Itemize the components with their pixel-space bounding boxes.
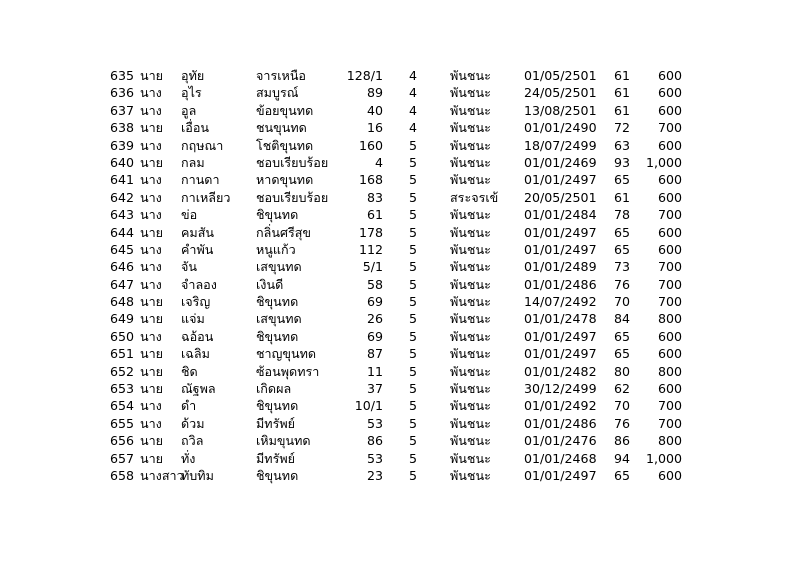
row-age: 65 [613, 241, 630, 257]
row-amount: 700 [657, 276, 682, 292]
row-tambon: พันชนะ [450, 276, 491, 292]
row-house-number: 112 [358, 241, 383, 257]
row-number: 638 [110, 120, 135, 136]
row-birth-date: 20/05/2501 [524, 189, 597, 205]
row-title: นาย [140, 381, 164, 397]
row-first-name: กานดา [181, 172, 220, 188]
row-moo: 4 [408, 120, 417, 136]
table-row [110, 467, 690, 484]
row-number: 653 [110, 381, 135, 397]
row-amount: 700 [657, 207, 682, 223]
row-house-number: 168 [358, 172, 383, 188]
row-house-number: 87 [366, 346, 383, 362]
table-row [110, 310, 690, 327]
row-age: 70 [613, 398, 630, 414]
table-row [110, 276, 690, 293]
row-house-number: 26 [366, 311, 383, 327]
row-house-number: 10/1 [354, 398, 383, 414]
row-first-name: อูล [181, 102, 197, 118]
row-first-name: ทั่ง [181, 450, 196, 466]
table-row [110, 137, 690, 154]
row-amount: 800 [657, 311, 682, 327]
row-birth-date: 30/12/2499 [524, 381, 597, 397]
row-tambon: พันชนะ [450, 102, 491, 118]
row-house-number: 86 [366, 433, 383, 449]
row-last-name: หาดขุนทด [256, 172, 314, 188]
row-number: 655 [110, 415, 135, 431]
row-house-number: 11 [366, 363, 383, 379]
row-moo: 5 [408, 381, 417, 397]
row-birth-date: 01/01/2497 [524, 241, 597, 257]
row-house-number: 37 [366, 381, 383, 397]
row-house-number: 53 [366, 415, 383, 431]
row-amount: 1,000 [645, 450, 682, 466]
table-row [110, 189, 690, 206]
row-moo: 4 [408, 68, 417, 83]
row-tambon: พันชนะ [450, 224, 491, 240]
row-number: 640 [110, 154, 135, 170]
row-number: 650 [110, 328, 135, 344]
row-moo: 5 [408, 450, 417, 466]
row-birth-date: 01/01/2489 [524, 259, 597, 275]
row-amount: 700 [657, 120, 682, 136]
registry-table [110, 67, 690, 484]
table-row [110, 450, 690, 467]
row-moo: 5 [408, 398, 417, 414]
row-number: 648 [110, 294, 135, 310]
row-number: 647 [110, 276, 135, 292]
row-first-name: เฉลิม [181, 346, 210, 362]
row-title: นางสาว [140, 467, 184, 483]
row-tambon: พันชนะ [450, 259, 491, 275]
table-row [110, 224, 690, 241]
row-first-name: ณัฐพล [181, 381, 216, 397]
row-last-name: ชิขุนทด [256, 328, 299, 344]
row-number: 641 [110, 172, 135, 188]
row-last-name: เงินดี [256, 276, 284, 292]
row-birth-date: 01/05/2501 [524, 68, 597, 83]
row-moo: 5 [408, 328, 417, 344]
row-last-name: ชิขุนทด [256, 294, 299, 310]
row-moo: 5 [408, 259, 417, 275]
row-birth-date: 01/01/2484 [524, 207, 597, 223]
row-moo: 5 [408, 294, 417, 310]
row-amount: 600 [657, 85, 682, 101]
row-tambon: พันชนะ [450, 241, 491, 257]
row-first-name: จำลอง [181, 276, 217, 292]
row-house-number: 40 [366, 102, 383, 118]
row-moo: 5 [408, 224, 417, 240]
row-age: 72 [613, 120, 630, 136]
row-tambon: พันชนะ [450, 363, 491, 379]
row-age: 70 [613, 294, 630, 310]
row-title: นาง [140, 85, 162, 101]
row-birth-date: 01/01/2497 [524, 172, 597, 188]
row-tambon: พันชนะ [450, 120, 491, 136]
row-house-number: 69 [366, 328, 383, 344]
row-amount: 600 [657, 102, 682, 118]
row-tambon: พันชนะ [450, 172, 491, 188]
table-row [110, 363, 690, 380]
row-first-name: ข่อ [181, 207, 198, 223]
row-amount: 600 [657, 68, 682, 83]
row-title: นาย [140, 311, 164, 327]
table-row [110, 84, 690, 101]
row-age: 78 [613, 207, 630, 223]
row-age: 93 [613, 154, 630, 170]
row-title: นาง [140, 189, 162, 205]
row-tambon: พันชนะ [450, 328, 491, 344]
table-row [110, 432, 690, 449]
row-number: 657 [110, 450, 135, 466]
row-last-name: สมบูรณ์ [256, 85, 299, 101]
row-birth-date: 01/01/2490 [524, 120, 597, 136]
row-first-name: ถวิล [181, 433, 204, 449]
row-amount: 700 [657, 398, 682, 414]
row-birth-date: 01/01/2469 [524, 154, 597, 170]
row-tambon: พันชนะ [450, 450, 491, 466]
row-tambon: พันชนะ [450, 137, 491, 153]
row-number: 656 [110, 433, 135, 449]
row-tambon: พันชนะ [450, 467, 491, 483]
row-title: นาย [140, 450, 164, 466]
row-last-name: จารเหนือ [256, 68, 306, 83]
row-age: 86 [613, 433, 630, 449]
row-house-number: 5/1 [362, 259, 383, 275]
row-amount: 600 [657, 328, 682, 344]
row-birth-date: 01/01/2497 [524, 224, 597, 240]
row-age: 61 [613, 189, 630, 205]
row-title: นาง [140, 398, 162, 414]
row-amount: 1,000 [645, 154, 682, 170]
row-title: นาง [140, 328, 162, 344]
row-age: 63 [613, 137, 630, 153]
row-first-name: เจริญ [181, 294, 211, 310]
row-birth-date: 01/01/2497 [524, 467, 597, 483]
row-amount: 800 [657, 433, 682, 449]
row-number: 649 [110, 311, 135, 327]
row-moo: 5 [408, 467, 417, 483]
row-tambon: พันชนะ [450, 381, 491, 397]
row-house-number: 53 [366, 450, 383, 466]
row-age: 84 [613, 311, 630, 327]
row-number: 652 [110, 363, 135, 379]
row-age: 76 [613, 415, 630, 431]
table-row [110, 154, 690, 171]
row-house-number: 61 [366, 207, 383, 223]
row-house-number: 4 [374, 154, 383, 170]
row-amount: 700 [657, 415, 682, 431]
row-last-name: ชอบเรียบร้อย [256, 154, 329, 170]
row-amount: 700 [657, 294, 682, 310]
table-row [110, 415, 690, 432]
row-birth-date: 01/01/2482 [524, 363, 597, 379]
table-row [110, 293, 690, 310]
row-last-name: เสขุนทด [256, 311, 302, 327]
row-house-number: 178 [358, 224, 383, 240]
row-birth-date: 13/08/2501 [524, 102, 597, 118]
row-moo: 5 [408, 137, 417, 153]
row-house-number: 128/1 [346, 68, 383, 83]
row-first-name: ฉอ้อน [181, 328, 214, 344]
row-title: นาง [140, 415, 162, 431]
row-amount: 600 [657, 137, 682, 153]
row-age: 80 [613, 363, 630, 379]
row-number: 639 [110, 137, 135, 153]
row-house-number: 89 [366, 85, 383, 101]
row-amount: 600 [657, 241, 682, 257]
row-birth-date: 01/01/2486 [524, 415, 597, 431]
row-amount: 600 [657, 381, 682, 397]
row-tambon: พันชนะ [450, 294, 491, 310]
row-amount: 600 [657, 346, 682, 362]
row-age: 65 [613, 172, 630, 188]
row-moo: 4 [408, 102, 417, 118]
row-title: นาง [140, 137, 162, 153]
table-row [110, 67, 690, 84]
row-amount: 600 [657, 189, 682, 205]
row-number: 651 [110, 346, 135, 362]
row-last-name: มีทรัพย์ [256, 450, 296, 466]
row-title: นาง [140, 276, 162, 292]
row-number: 642 [110, 189, 135, 205]
table-row [110, 380, 690, 397]
row-title: นาย [140, 363, 164, 379]
row-birth-date: 24/05/2501 [524, 85, 597, 101]
table-row [110, 258, 690, 275]
row-amount: 600 [657, 172, 682, 188]
row-age: 65 [613, 328, 630, 344]
row-title: นาง [140, 102, 162, 118]
row-number: 645 [110, 241, 135, 257]
row-house-number: 83 [366, 189, 383, 205]
row-title: นาย [140, 294, 164, 310]
row-moo: 5 [408, 415, 417, 431]
table-row [110, 345, 690, 362]
row-moo: 5 [408, 172, 417, 188]
row-tambon: พันชนะ [450, 415, 491, 431]
row-title: นาย [140, 346, 164, 362]
row-title: นาย [140, 68, 164, 83]
row-birth-date: 18/07/2499 [524, 137, 597, 153]
row-moo: 5 [408, 241, 417, 257]
row-first-name: อุไร [181, 85, 202, 101]
row-house-number: 16 [366, 120, 383, 136]
row-moo: 4 [408, 85, 417, 101]
row-tambon: สระจรเข้ [450, 189, 499, 205]
row-number: 636 [110, 85, 135, 101]
row-last-name: โชติขุนทด [256, 137, 314, 153]
row-first-name: แจ่ม [181, 311, 205, 327]
table-row [110, 328, 690, 345]
row-amount: 700 [657, 259, 682, 275]
row-house-number: 23 [366, 467, 383, 483]
row-title: นาย [140, 224, 164, 240]
row-age: 61 [613, 85, 630, 101]
row-last-name: ข้อยขุนทด [256, 102, 314, 118]
row-amount: 600 [657, 467, 682, 483]
table-row [110, 171, 690, 188]
row-house-number: 69 [366, 294, 383, 310]
row-tambon: พันชนะ [450, 85, 491, 101]
row-number: 654 [110, 398, 135, 414]
row-moo: 5 [408, 154, 417, 170]
row-amount: 600 [657, 224, 682, 240]
row-last-name: ชิขุนทด [256, 467, 299, 483]
row-last-name: ซ้อนพุดทรา [256, 363, 320, 379]
row-tambon: พันชนะ [450, 398, 491, 414]
row-first-name: ทับทิม [181, 467, 214, 483]
row-birth-date: 01/01/2478 [524, 311, 597, 327]
row-tambon: พันชนะ [450, 433, 491, 449]
row-age: 65 [613, 346, 630, 362]
row-birth-date: 01/01/2497 [524, 328, 597, 344]
row-age: 62 [613, 381, 630, 397]
row-last-name: มีทรัพย์ [256, 415, 296, 431]
row-birth-date: 01/01/2468 [524, 450, 597, 466]
row-last-name: กลิ่นศรีสุข [256, 224, 312, 240]
row-first-name: คมสัน [181, 224, 215, 240]
row-age: 73 [613, 259, 630, 275]
row-birth-date: 14/07/2492 [524, 294, 597, 310]
row-first-name: คำพัน [181, 241, 214, 257]
table-row [110, 206, 690, 223]
row-title: นาง [140, 259, 162, 275]
row-house-number: 160 [358, 137, 383, 153]
row-first-name: อุทัย [181, 68, 205, 83]
row-house-number: 58 [366, 276, 383, 292]
row-last-name: ชิขุนทด [256, 398, 299, 414]
row-first-name: จัน [181, 259, 197, 275]
row-number: 646 [110, 259, 135, 275]
row-title: นาย [140, 433, 164, 449]
row-age: 61 [613, 68, 630, 83]
table-row [110, 241, 690, 258]
row-first-name: กฤษณา [181, 137, 224, 153]
row-age: 94 [613, 450, 630, 466]
row-age: 65 [613, 467, 630, 483]
row-first-name: เอื่อน [181, 120, 210, 136]
row-tambon: พันชนะ [450, 207, 491, 223]
row-tambon: พันชนะ [450, 154, 491, 170]
table-row [110, 119, 690, 136]
row-birth-date: 01/01/2476 [524, 433, 597, 449]
row-moo: 5 [408, 433, 417, 449]
row-first-name: ด้วม [181, 415, 205, 431]
row-age: 61 [613, 102, 630, 118]
row-title: นาง [140, 172, 162, 188]
table-row [110, 397, 690, 414]
row-moo: 5 [408, 363, 417, 379]
row-last-name: ชาญขุนทด [256, 346, 317, 362]
row-title: นาง [140, 241, 162, 257]
row-last-name: เกิดผล [256, 381, 292, 397]
row-title: นาย [140, 154, 164, 170]
row-moo: 5 [408, 276, 417, 292]
row-moo: 5 [408, 189, 417, 205]
row-title: นาง [140, 207, 162, 223]
row-tambon: พันชนะ [450, 68, 491, 83]
row-birth-date: 01/01/2486 [524, 276, 597, 292]
row-title: นาย [140, 120, 164, 136]
row-birth-date: 01/01/2492 [524, 398, 597, 414]
row-last-name: หนูแก้ว [256, 241, 296, 257]
row-last-name: ชอบเรียบร้อย [256, 189, 329, 205]
row-last-name: ชิขุนทด [256, 207, 299, 223]
row-last-name: ชนขุนทด [256, 120, 307, 136]
row-number: 644 [110, 224, 135, 240]
row-birth-date: 01/01/2497 [524, 346, 597, 362]
row-number: 643 [110, 207, 135, 223]
row-first-name: กลม [181, 154, 205, 170]
row-first-name: ชิด [181, 363, 198, 379]
row-amount: 800 [657, 363, 682, 379]
row-tambon: พันชนะ [450, 311, 491, 327]
row-first-name: กาเหลียว [181, 189, 231, 205]
row-last-name: เหิมขุนทด [256, 433, 311, 449]
row-moo: 5 [408, 311, 417, 327]
row-age: 76 [613, 276, 630, 292]
row-number: 637 [110, 102, 135, 118]
row-tambon: พันชนะ [450, 346, 491, 362]
row-moo: 5 [408, 346, 417, 362]
row-last-name: เสขุนทด [256, 259, 302, 275]
row-number: 658 [110, 467, 135, 483]
table-row [110, 102, 690, 119]
row-moo: 5 [408, 207, 417, 223]
row-age: 65 [613, 224, 630, 240]
row-first-name: ดำ [181, 398, 197, 414]
row-number: 635 [110, 68, 135, 83]
